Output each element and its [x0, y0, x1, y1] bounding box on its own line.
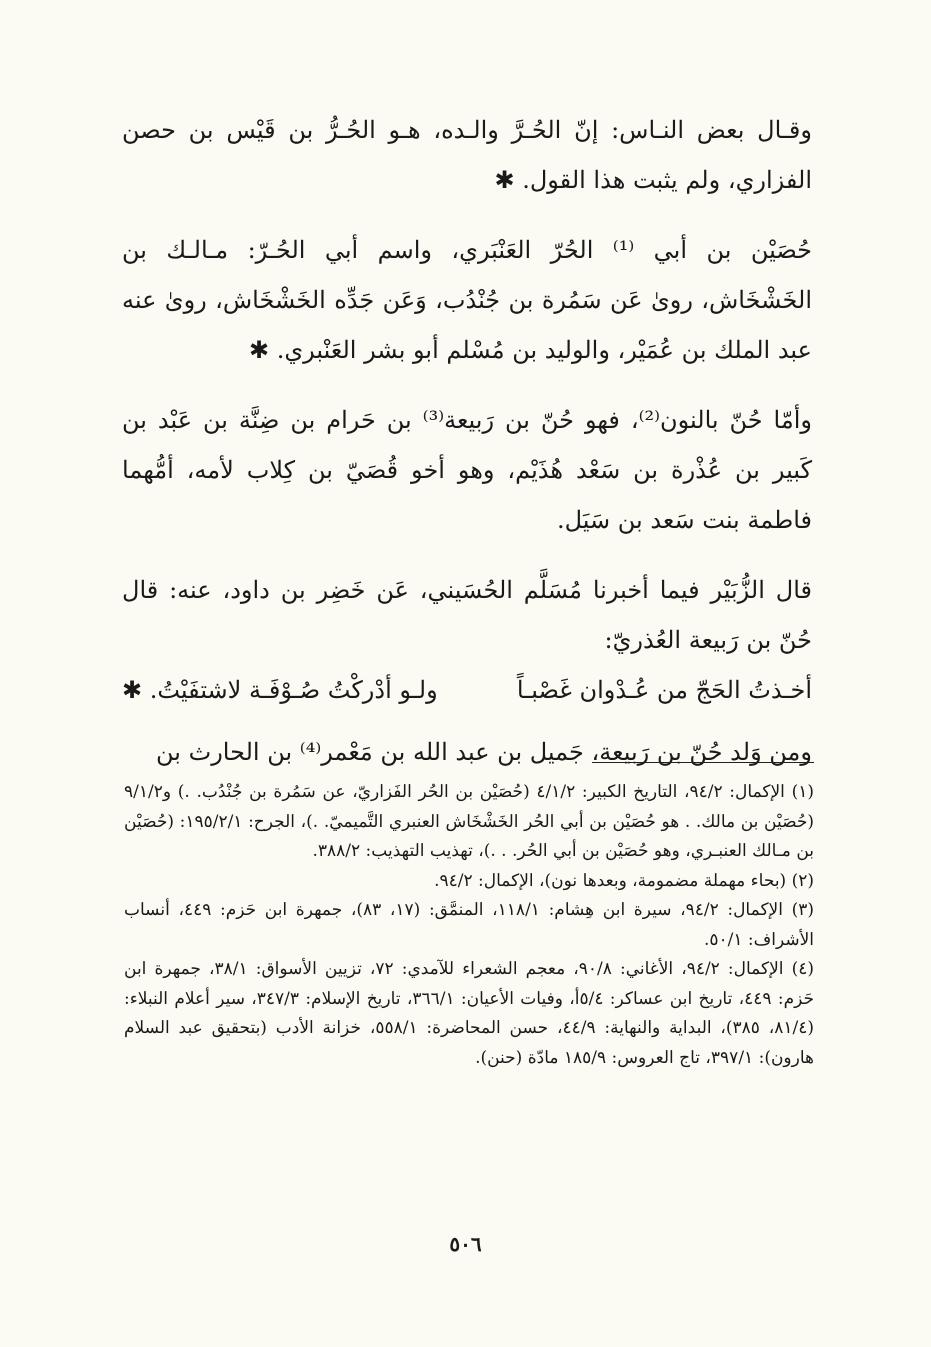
footnotes — [124, 778, 814, 1073]
paragraph-hurr-qays: وقـال بعض النـاس: إنّ الحُـرَّ والـده، هـو الحُـرُّ بن قَيْس بن حصن الفزاري، ولم يثبت هذا القول. ✱ — [122, 116, 812, 194]
page-number: ٥٠٦ — [449, 1232, 482, 1256]
footnote-3: (٣) الإكمال: ٩٤/٢، سيرة ابن هِشام: ١١٨/١، المنمَّق: (١٧، ٨٣)، جمهرة ابن حَزم: ٤٤٩، أنساب الأشراف: ٥٠/١. — [124, 900, 815, 950]
verse-second-hemistich: ولـو أدْركْتُ صُـوْفَـة لاشتفَيْتُ. ✱ — [122, 676, 438, 704]
paragraph-zubayr-quote: قال الزُّبَيْر فيما أخبرنا مُسَلَّم الحُسَيني، عَن خَضِر بن داود، عنه: قال حُنّ بن رَبيعة العُذريّ: — [122, 576, 812, 654]
main-text — [122, 105, 812, 777]
verse-first-hemistich: أخـذتُ الحَجّ من عُـدْوان غَصْبـاً — [516, 676, 812, 704]
footnote-divider — [592, 762, 814, 763]
paragraph-hunn-rabia: وأمّا حُنّ بالنون⁽²⁾، فهو حُنّ بن رَبيعة⁽³⁾ بن حَرام بن ضِنَّة بن عَبْد بن كَبير بن عُذْرة بن سَعْد هُذَيْم، وهو أخو قُصَيّ بن كِلاب لأمه، أمُّهما فاطمة بنت سَعد بن سَيَل. — [122, 406, 812, 534]
paragraph-husayn-anbari: حُصَيْن بن أبي ⁽¹⁾ الحُرّ العَنْبَري، واسم أبي الحُـرّ: مـالـك بن الخَشْخَاش، روىٰ عَن سَمُرة بن جُنْدُب، وَعَن جَدِّه الخَشْخَاش، روىٰ عنه عبد الملك بن عُمَيْر، والوليد بن مُسْلم أبو بشر العَنْبري. ✱ — [122, 236, 812, 364]
footnote-1: (١) الإكمال: ٩٤/٢، التاريخ الكبير: ٤/١/٢ (حُصَيْن بن الحُر الفَزاريّ، عن سَمُرة بن جُنْدُب. .) و٩/١/٢ (حُصَيْن بن مالك. . هو حُصَيْن بن أبي الحُر الخَشْخَاش العنبري التَّميميّ. .)، الجرح: ١٩٥/٢/١: (حُصَيْن بن مـالك العنبـري، وهو حُصَيْن بن أبي الحُر. . .)، تهذيب التهذيب: ٣٨٨/٢. — [124, 782, 815, 861]
footnote-4: (٤) الإكمال: ٩٤/٢، الأغاني: ٩٠/٨، معجم الشعراء للآمدي: ٧٢، تزيين الأسواق: ٣٨/١، جمهرة ابن حَزم: ٤٤٩، تاريخ ابن عساكر: ٥/٤أ، وفيات الأعيان: ٣٦٦/١، تاريخ الإسلام: ٣٤٧/٣، سير أعلام النبلاء: (٨١/٤، ٣٨٥)، البداية والنهاية: ٤٤/٩، حسن المحاضرة: ٥٥٨/١، خزانة الأدب (بتحقيق عبد السلام هارون): ٣٩٧/١، تاج العروس: ١٨٥/٩ مادّة (حنن). — [124, 959, 815, 1068]
poem-verse — [122, 665, 812, 715]
footnote-2: (٢) (بحاء مهملة مضمومة، وبعدها نون)، الإكمال: ٩٤/٢. — [434, 870, 814, 891]
paragraph-jamil: ومن وَلد حُنّ بن رَبيعة، جَميل بن عبد الله بن مَعْمر⁽⁴⁾ بن الحارث بن — [156, 738, 812, 766]
